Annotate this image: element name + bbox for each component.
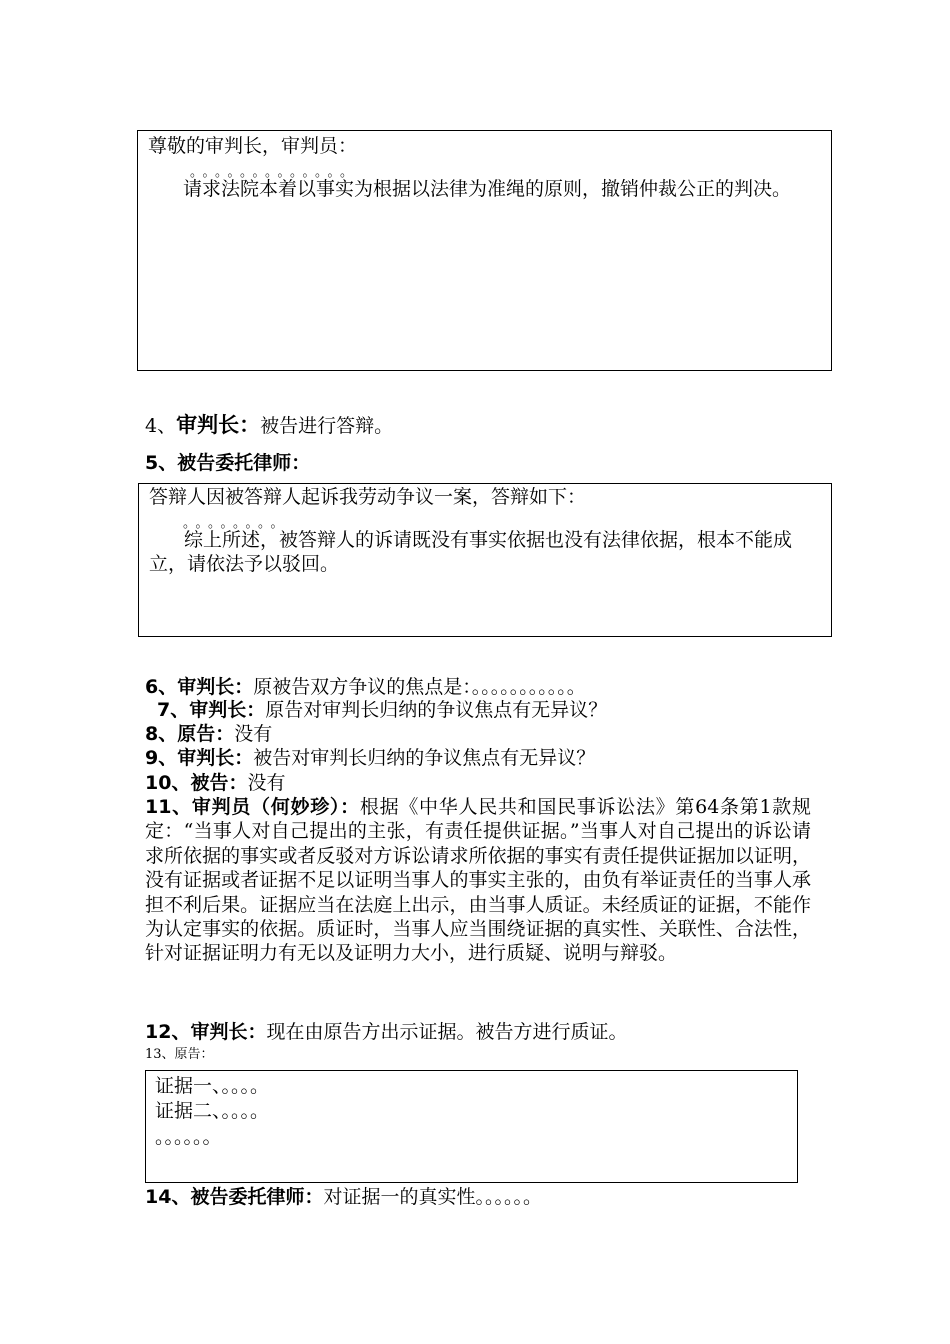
item-7 [157, 698, 607, 722]
defense-conclusion: 综上所述，被答辩人的诉请既没有事实依据也没有法律依据，根本不能成立，请依法予以驳回。 [149, 529, 793, 575]
item-7-text: 原告对审判长归纳的争议焦点有无异议？ [265, 699, 608, 721]
item-11-text: 根据《中华人民共和国民事诉讼法》第64条第1款规定：“当事人对自己提出的主张，有责任提供证据。”当事人对自己提出的诉讼请求所依据的事实或者反驳对方诉讼请求所依据的事实有责任提供证据加以证明，没有证据或者证据不足以证明当事人的事实主张的，由负有举证责任的当事人承担不利后果。证据应当在法庭上出示，由当事人质证。未经质证的证据，不能作为认定事实的依据。质证时，当事人应当围绕证据的真实性、关联性、合法性，针对证据证明力有无以及证明力大小，进行质疑、说明与辩驳。 [145, 796, 811, 965]
item-12 [145, 1020, 627, 1044]
item-13-label: 13、原告： [145, 1047, 214, 1062]
ellipsis-dots: 。。。。。。。。 [183, 516, 290, 531]
item-9 [145, 746, 595, 770]
evidence-more: 。。。。。。 [155, 1126, 222, 1148]
item-10 [145, 771, 285, 795]
item-12-text: 现在由原告方出示证据。被告方进行质证。 [266, 1021, 628, 1043]
item-14 [145, 1185, 542, 1209]
item-11 [145, 795, 811, 966]
item-8 [145, 722, 272, 746]
item-8-label: 8、原告： [145, 723, 235, 745]
item-9-text: 被告对审判长归纳的争议焦点有无异议？ [253, 747, 596, 769]
item-10-label: 10、被告： [145, 772, 248, 794]
evidence-2: 证据二、。。。。 [155, 1100, 270, 1122]
greeting: 尊敬的审判长，审判员： [148, 135, 358, 157]
item-9-label: 9、审判长： [145, 747, 254, 769]
item-4 [145, 413, 393, 438]
defense-intro: 答辩人因被答辩人起诉我劳动争议一案，答辩如下： [149, 486, 587, 508]
item-12-label: 12、审判长： [145, 1021, 267, 1043]
ellipsis-dots: 。。。。。。。。。。。。。 [190, 165, 360, 180]
statement-box [137, 130, 832, 371]
item-6-label: 6、审判长： [145, 676, 254, 698]
item-4-num: 4、 [145, 415, 177, 437]
evidence-box [145, 1070, 798, 1183]
item-4-speaker: 审判长： [176, 413, 261, 437]
item-11-label: 11、审判员（何妙珍）： [145, 796, 360, 818]
item-14-text: 对证据一的真实性。。。。。。 [323, 1186, 542, 1208]
item-8-text: 没有 [234, 723, 273, 745]
item-14-label: 14、被告委托律师： [145, 1186, 324, 1208]
item-6 [145, 675, 586, 699]
defense-box [138, 483, 832, 637]
item-6-text: 原被告双方争议的焦点是：。。。。。。。。。。。 [253, 676, 586, 698]
item-7-label: 7、审判长： [157, 699, 266, 721]
item-10-text: 没有 [247, 772, 286, 794]
item-4-text: 被告进行答辩。 [260, 415, 394, 437]
item-5-label: 5、被告委托律师： [145, 452, 311, 474]
evidence-1: 证据一、。。。。 [155, 1075, 270, 1097]
request-paragraph: 请求法院本着以事实为根据以法律为准绳的原则，撤销仲裁公正的判决。 [183, 178, 792, 200]
